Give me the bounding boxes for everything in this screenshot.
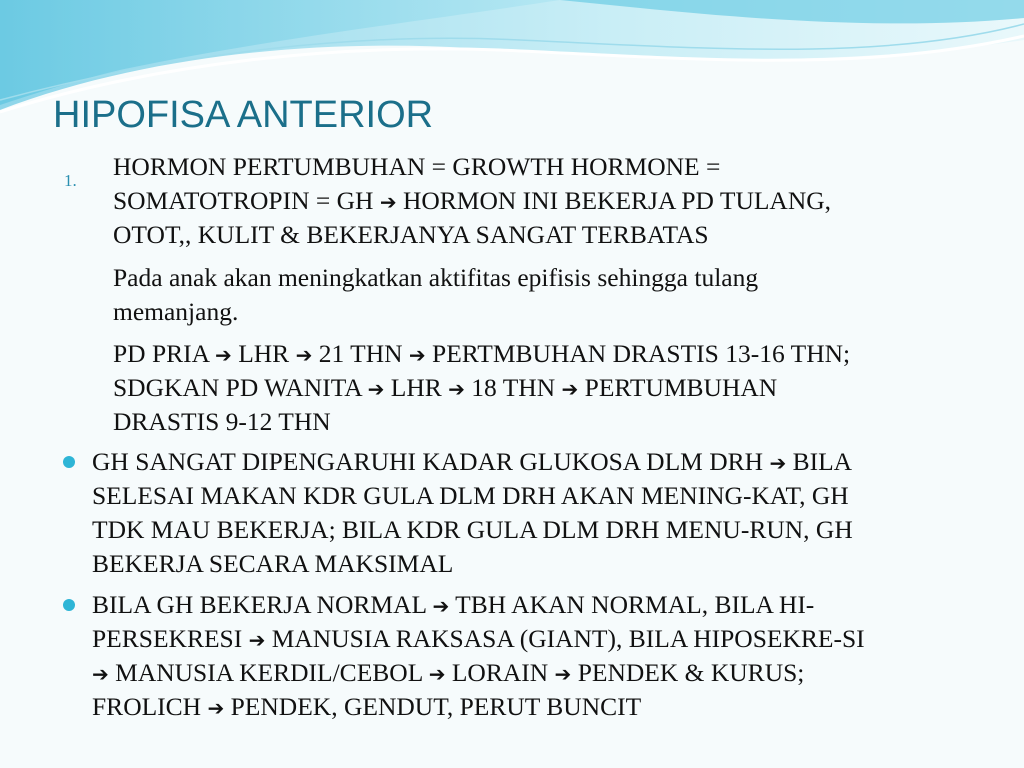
bullet2-line-3: ➔ MANUSIA KERDIL/CEBOL ➔ LORAIN ➔ PENDEK & KURUS; bbox=[92, 658, 805, 687]
arrow-icon: ➔ bbox=[448, 377, 465, 401]
bullet-dot-2 bbox=[63, 599, 75, 611]
arrow-icon: ➔ bbox=[379, 190, 397, 214]
arrow-icon: ➔ bbox=[248, 628, 266, 652]
arrow-icon: ➔ bbox=[215, 343, 232, 367]
arrow-icon: ➔ bbox=[295, 343, 313, 367]
bullet1-line-2: SELESAI MAKAN KDR GULA DLM DRH AKAN MENING-KAT, GH bbox=[92, 481, 849, 510]
item1-line-2: SOMATOTROPIN = GH ➔ HORMON INI BEKERJA PD TULANG, bbox=[113, 186, 832, 215]
bullet2-line-1: BILA GH BEKERJA NORMAL ➔ TBH AKAN NORMAL, BILA HI- bbox=[92, 590, 815, 619]
item1-para3-line-2: SDGKAN PD WANITA ➔ LHR ➔ 18 THN ➔ PERTUMBUHAN bbox=[113, 373, 778, 402]
item1-para2-line-2: memanjang. bbox=[113, 297, 239, 326]
arrow-icon: ➔ bbox=[432, 594, 450, 618]
item1-line-3: OTOT,, KULIT & BEKERJANYA SANGAT TERBATAS bbox=[113, 220, 709, 249]
arrow-icon: ➔ bbox=[367, 377, 385, 401]
bullet-dot-1 bbox=[63, 456, 75, 468]
arrow-icon: ➔ bbox=[769, 451, 787, 475]
bullet2-line-4: FROLICH ➔ PENDEK, GENDUT, PERUT BUNCIT bbox=[92, 692, 642, 721]
bullet2-line-2: PERSEKRESI ➔ MANUSIA RAKSASA (GIANT), BILA HIPOSEKRE-SI bbox=[92, 624, 865, 653]
arrow-icon: ➔ bbox=[408, 343, 426, 367]
arrow-icon: ➔ bbox=[207, 696, 225, 720]
bullet1-line-3: TDK MAU BEKERJA; BILA KDR GULA DLM DRH MENU-RUN, GH bbox=[92, 515, 853, 544]
arrow-icon: ➔ bbox=[92, 662, 109, 686]
arrow-icon: ➔ bbox=[554, 662, 572, 686]
item1-line-1: HORMON PERTUMBUHAN = GROWTH HORMONE = bbox=[113, 152, 721, 181]
item1-para3-line-3: DRASTIS 9-12 THN bbox=[113, 407, 331, 436]
slide-title: HIPOFISA ANTERIOR bbox=[53, 94, 434, 136]
list-number: 1. bbox=[64, 171, 77, 190]
item1-para2-line-1: Pada anak akan meningkatkan aktifitas epifisis sehingga tulang bbox=[113, 263, 759, 292]
arrow-icon: ➔ bbox=[561, 377, 579, 401]
bullet1-line-4: BEKERJA SECARA MAKSIMAL bbox=[92, 549, 454, 578]
bullet1-line-1: GH SANGAT DIPENGARUHI KADAR GLUKOSA DLM DRH ➔ BILA bbox=[92, 447, 853, 476]
arrow-icon: ➔ bbox=[428, 662, 446, 686]
item1-para3-line-1: PD PRIA ➔ LHR ➔ 21 THN ➔ PERTMBUHAN DRASTIS 13-16 THN; bbox=[113, 339, 851, 368]
